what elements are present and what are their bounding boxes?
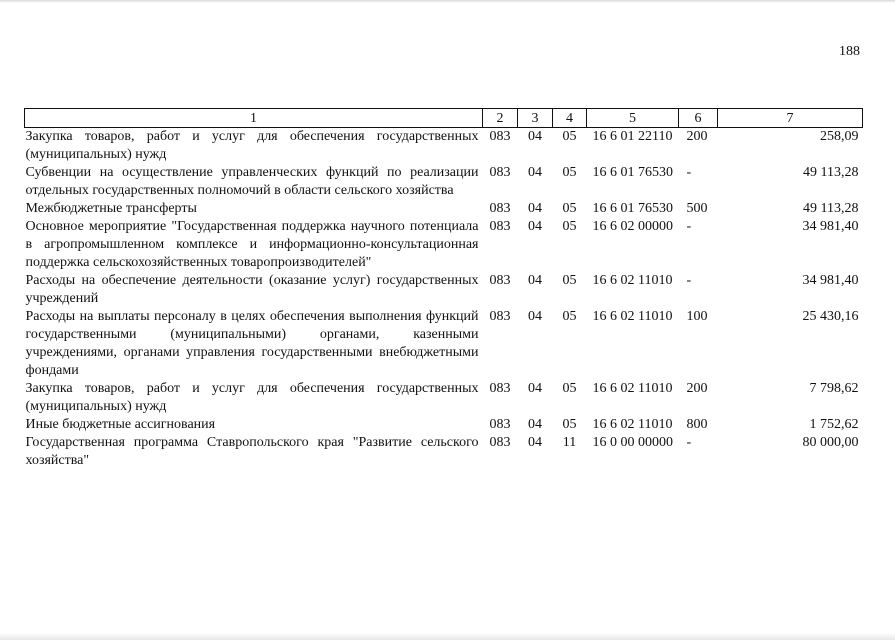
table-header (25, 109, 863, 128)
row-amount: 34 981,40 (802, 273, 859, 288)
row-code-2: 083 (489, 435, 511, 450)
scan-top-edge (0, 0, 895, 3)
row-amount: 34 981,40 (802, 219, 859, 234)
row-code-6: - (686, 435, 692, 450)
row-code-2: 083 (489, 201, 511, 216)
row-code-6: 200 (686, 129, 708, 144)
table-row (25, 380, 863, 416)
row-name: Государственная программа Ставропольского края "Развитие сельского хозяйства" (25, 435, 479, 468)
table-row (25, 218, 863, 272)
row-code-3: 04 (528, 309, 542, 324)
row-code-2: 083 (489, 381, 511, 396)
row-code-2: 083 (489, 273, 511, 288)
row-name: Расходы на обеспечение деятельности (оказание услуг) государственных учреждений (25, 273, 479, 306)
row-code-6: - (686, 219, 692, 234)
header-col-2: 2 (483, 109, 518, 128)
row-name: Субвенции на осуществление управленческих функций по реализации отдельных государственных полномочий в области сельского хозяйства (25, 165, 479, 198)
row-name: Закупка товаров, работ и услуг для обеспечения государственных (муниципальных) нужд (25, 381, 479, 414)
row-amount: 258,09 (820, 129, 859, 144)
row-code-4: 05 (562, 129, 577, 144)
row-code-4: 05 (562, 165, 577, 180)
row-code-5: 16 0 00 00000 (592, 435, 673, 450)
row-code-3: 04 (528, 201, 542, 216)
row-code-4: 05 (562, 273, 577, 288)
row-code-5: 16 6 02 11010 (592, 309, 673, 324)
row-amount: 7 798,62 (809, 381, 859, 396)
header-col-7: 7 (718, 109, 863, 128)
row-code-6: 100 (686, 309, 708, 324)
table-row (25, 272, 863, 308)
header-row (25, 109, 863, 128)
row-code-3: 04 (528, 435, 542, 450)
row-code-2: 083 (489, 309, 511, 324)
row-code-6: - (686, 273, 692, 288)
row-amount: 80 000,00 (802, 435, 859, 450)
row-amount: 49 113,28 (803, 201, 859, 216)
row-name: Основное мероприятие "Государственная поддержка научного потенциала в агропромышленном комплексе и информационно-консультационная поддержка сельскохозяйственных товаропроизводителей" (25, 219, 479, 270)
row-code-5: 16 6 02 11010 (592, 381, 673, 396)
row-code-3: 04 (528, 273, 542, 288)
row-code-6: 500 (686, 201, 708, 216)
row-code-4: 11 (562, 435, 577, 450)
header-col-5: 5 (587, 109, 679, 128)
scan-bottom-edge (0, 633, 895, 640)
row-code-2: 083 (489, 219, 511, 234)
row-code-3: 04 (528, 417, 542, 432)
header-col-3: 3 (518, 109, 553, 128)
page-number: 188 (839, 44, 860, 59)
row-code-4: 05 (562, 219, 577, 234)
row-code-5: 16 6 02 00000 (592, 219, 673, 234)
row-code-2: 083 (489, 129, 511, 144)
row-code-3: 04 (528, 381, 542, 396)
table-row (25, 128, 863, 165)
table-row (25, 308, 863, 380)
table-row (25, 200, 863, 218)
row-amount: 25 430,16 (802, 309, 859, 324)
row-code-5: 16 6 01 76530 (592, 201, 673, 216)
row-code-3: 04 (528, 129, 542, 144)
row-code-4: 05 (562, 381, 577, 396)
row-code-2: 083 (489, 417, 511, 432)
table-row (25, 416, 863, 434)
row-code-6: 200 (686, 381, 708, 396)
header-col-4: 4 (553, 109, 587, 128)
row-name: Закупка товаров, работ и услуг для обеспечения государственных (муниципальных) нужд (25, 129, 479, 162)
row-code-5: 16 6 01 76530 (592, 165, 673, 180)
table-body (25, 128, 863, 471)
budget-table (24, 108, 863, 470)
table-row (25, 164, 863, 200)
header-col-1: 1 (25, 109, 483, 128)
row-code-3: 04 (528, 219, 542, 234)
row-name: Расходы на выплаты персоналу в целях обеспечения выполнения функций государственными (муниципальными) органами, казенными учреждениями, органами управления государственными внебюджетными фондами (25, 309, 479, 378)
table-row (25, 434, 863, 470)
row-name: Межбюджетные трансферты (25, 201, 197, 216)
row-code-5: 16 6 02 11010 (592, 273, 673, 288)
row-code-6: 800 (686, 417, 708, 432)
row-code-4: 05 (562, 201, 577, 216)
row-code-4: 05 (562, 309, 577, 324)
row-code-2: 083 (489, 165, 511, 180)
row-code-4: 05 (562, 417, 577, 432)
row-amount: 1 752,62 (809, 417, 859, 432)
row-code-6: - (686, 165, 692, 180)
row-code-5: 16 6 02 11010 (592, 417, 673, 432)
row-code-5: 16 6 01 22110 (592, 129, 673, 144)
row-name: Иные бюджетные ассигнования (25, 417, 216, 432)
row-code-3: 04 (528, 165, 542, 180)
header-col-6: 6 (679, 109, 718, 128)
row-amount: 49 113,28 (803, 165, 859, 180)
